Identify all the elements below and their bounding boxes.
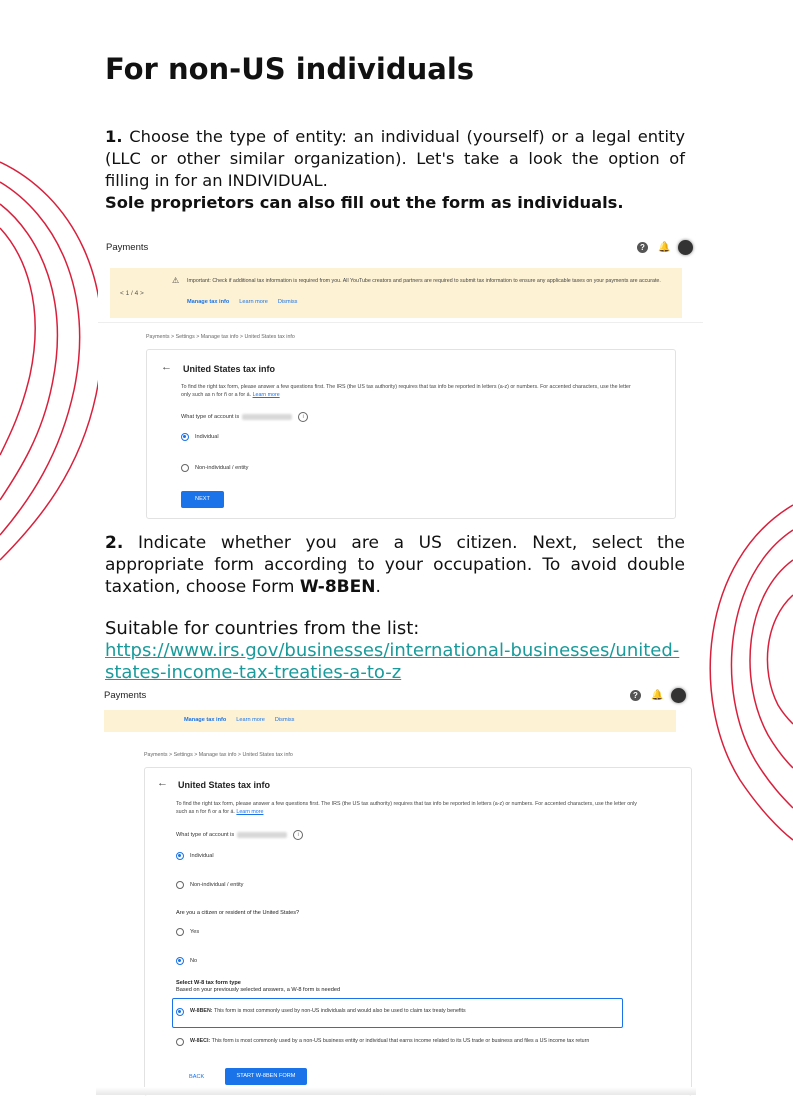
card-title: United States tax info: [183, 364, 276, 374]
learn-more-link[interactable]: Learn more: [236, 809, 264, 815]
screenshot-account-type: [98, 236, 703, 520]
radio-entity-2[interactable]: [176, 881, 243, 889]
app-bar-2: [96, 686, 696, 712]
bell-icon[interactable]: 🔔: [651, 690, 664, 701]
radio-yes-label: Yes: [190, 929, 200, 935]
step2-text: Indicate whether you are a US citizen. Next, select the appropriate form according to your occupation. To avoid double taxation, choose Form: [105, 533, 685, 597]
info-icon[interactable]: i: [298, 412, 308, 422]
banner-actions: [187, 299, 297, 305]
w8ben-description: [190, 1007, 610, 1015]
step2-form: W-8BEN: [299, 577, 376, 597]
step1-paragraph: [105, 126, 685, 214]
account-question-text: What type of account is: [176, 832, 235, 838]
bottom-shadow: [96, 1087, 696, 1095]
back-arrow-icon[interactable]: ←: [161, 361, 172, 373]
radio-individual-label: Individual: [190, 853, 214, 859]
app-name-2: Payments: [104, 690, 147, 701]
radio-w8eci[interactable]: [176, 1038, 190, 1046]
info-icon[interactable]: i: [293, 830, 303, 840]
start-w8ben-button[interactable]: START W-8BEN FORM: [225, 1068, 307, 1085]
tax-info-card: [146, 349, 676, 519]
step2-paragraph: [105, 532, 685, 598]
radio-entity-label: Non-individual / entity: [195, 465, 249, 471]
breadcrumb-2: Payments > Settings > Manage tax info > United States tax info: [144, 752, 293, 758]
breadcrumb: Payments > Settings > Manage tax info > United States tax info: [146, 334, 295, 340]
card-desc-text: To find the right tax form, please answer a few questions first. The IRS (the US tax authority) requires that tax info be reported in letters (a-z) or numbers. For accented characters, use the letter only such as n for ñ or a for á.: [176, 801, 637, 815]
radio-unchecked-icon: [176, 1038, 184, 1046]
page-heading: For non-US individuals: [105, 52, 475, 86]
radio-checked-icon: [176, 957, 184, 965]
radio-yes[interactable]: [176, 928, 199, 936]
app-icons: [637, 240, 693, 255]
irs-treaties-link[interactable]: https://www.irs.gov/businesses/international-businesses/united-states-income-tax-treaties-a-to-z: [105, 640, 680, 683]
radio-unchecked-icon: [176, 928, 184, 936]
radio-checked-icon: [176, 1008, 184, 1016]
step2-number: 2.: [105, 533, 124, 553]
step1-block: [105, 126, 685, 214]
citizen-question: Are you a citizen or resident of the United States?: [176, 910, 300, 916]
learn-more-link[interactable]: Learn more: [239, 299, 268, 305]
banner-message: Important: Check if additional tax information is required from you. All YouTube creators and partners are required to submit tax information to ensure any applicable taxes on your payments are accurate.: [187, 278, 661, 284]
w8-title: Select W-8 tax form type: [176, 980, 241, 986]
account-type-question-2: [176, 830, 303, 840]
suitable-block: [105, 618, 685, 684]
radio-individual-2[interactable]: [176, 852, 214, 860]
step1-number: 1.: [105, 127, 123, 146]
screenshot-w8-form: [96, 686, 696, 1095]
avatar[interactable]: [671, 688, 686, 703]
radio-no-label: No: [190, 958, 198, 964]
w8-subtitle: Based on your previously selected answers, a W-8 form is needed: [176, 987, 341, 993]
tax-banner: [110, 268, 682, 318]
bell-icon[interactable]: 🔔: [658, 242, 671, 253]
step2-block: [105, 532, 685, 598]
step2-end: .: [375, 577, 381, 597]
manage-tax-info-link[interactable]: Manage tax info: [187, 299, 230, 305]
suitable-text: Suitable for countries from the list:: [105, 618, 420, 639]
app-icons-2: [630, 688, 686, 703]
banner-actions-2: [184, 717, 294, 723]
tax-info-card-2: [144, 767, 692, 1096]
step1-text: Choose the type of entity: an individual (yourself) or a legal entity (LLC or other similar organization). Let's take a look the option of filling in for an INDIVIDUAL.: [105, 127, 685, 190]
radio-checked-icon: [181, 433, 189, 441]
help-icon[interactable]: ?: [630, 690, 641, 701]
learn-more-link[interactable]: Learn more: [252, 392, 280, 398]
account-question-text: What type of account is: [181, 414, 240, 420]
radio-checked-icon: [176, 852, 184, 860]
radio-no[interactable]: [176, 957, 197, 965]
help-icon[interactable]: ?: [637, 242, 648, 253]
learn-more-link[interactable]: Learn more: [236, 717, 265, 723]
w8eci-description: [190, 1037, 620, 1045]
w8ben-text: This form is most commonly used by non-US individuals and would also be used to claim tax treaty benefits: [213, 1008, 466, 1014]
w8eci-label: W-8ECI:: [190, 1038, 211, 1044]
avatar[interactable]: [678, 240, 693, 255]
radio-entity[interactable]: [181, 464, 248, 472]
dismiss-link[interactable]: Dismiss: [277, 299, 298, 305]
w8ben-label: W-8BEN:: [190, 1008, 213, 1014]
dismiss-link[interactable]: Dismiss: [274, 717, 295, 723]
card-desc-text: To find the right tax form, please answer a few questions first. The IRS (the US tax authority) requires that tax info be reported in letters (a-z) or numbers. For accented characters, use the letter only such as n for ñ or a for á.: [181, 384, 631, 398]
back-arrow-icon[interactable]: ←: [157, 777, 168, 789]
card-description-2: [176, 800, 646, 816]
manage-tax-info-link[interactable]: Manage tax info: [184, 717, 227, 723]
app-bar: [98, 236, 703, 262]
tax-banner-2: [104, 710, 676, 732]
redacted-account: [237, 832, 287, 838]
w8-section: [176, 980, 340, 994]
radio-unchecked-icon: [181, 464, 189, 472]
app-name: Payments: [106, 242, 149, 253]
radio-w8ben[interactable]: [176, 1008, 190, 1016]
card-title-2: United States tax info: [178, 780, 271, 790]
step1-note: Sole proprietors can also fill out the form as individuals.: [105, 193, 624, 212]
warning-icon: ⚠: [172, 276, 180, 285]
radio-individual[interactable]: [181, 433, 219, 441]
w8eci-text: This form is most commonly used by a non-US business entity or individual that earns income related to its US trade or business and files a US income tax return: [211, 1038, 590, 1044]
next-button[interactable]: NEXT: [181, 491, 224, 508]
radio-entity-label: Non-individual / entity: [190, 882, 244, 888]
card-description: [181, 383, 641, 399]
account-type-question: [181, 412, 308, 422]
radio-unchecked-icon: [176, 881, 184, 889]
banner-pager[interactable]: < 1 / 4 >: [120, 290, 144, 297]
back-button[interactable]: BACK: [189, 1074, 205, 1080]
divider: [98, 322, 703, 323]
redacted-account: [242, 414, 292, 420]
radio-individual-label: Individual: [195, 434, 219, 440]
